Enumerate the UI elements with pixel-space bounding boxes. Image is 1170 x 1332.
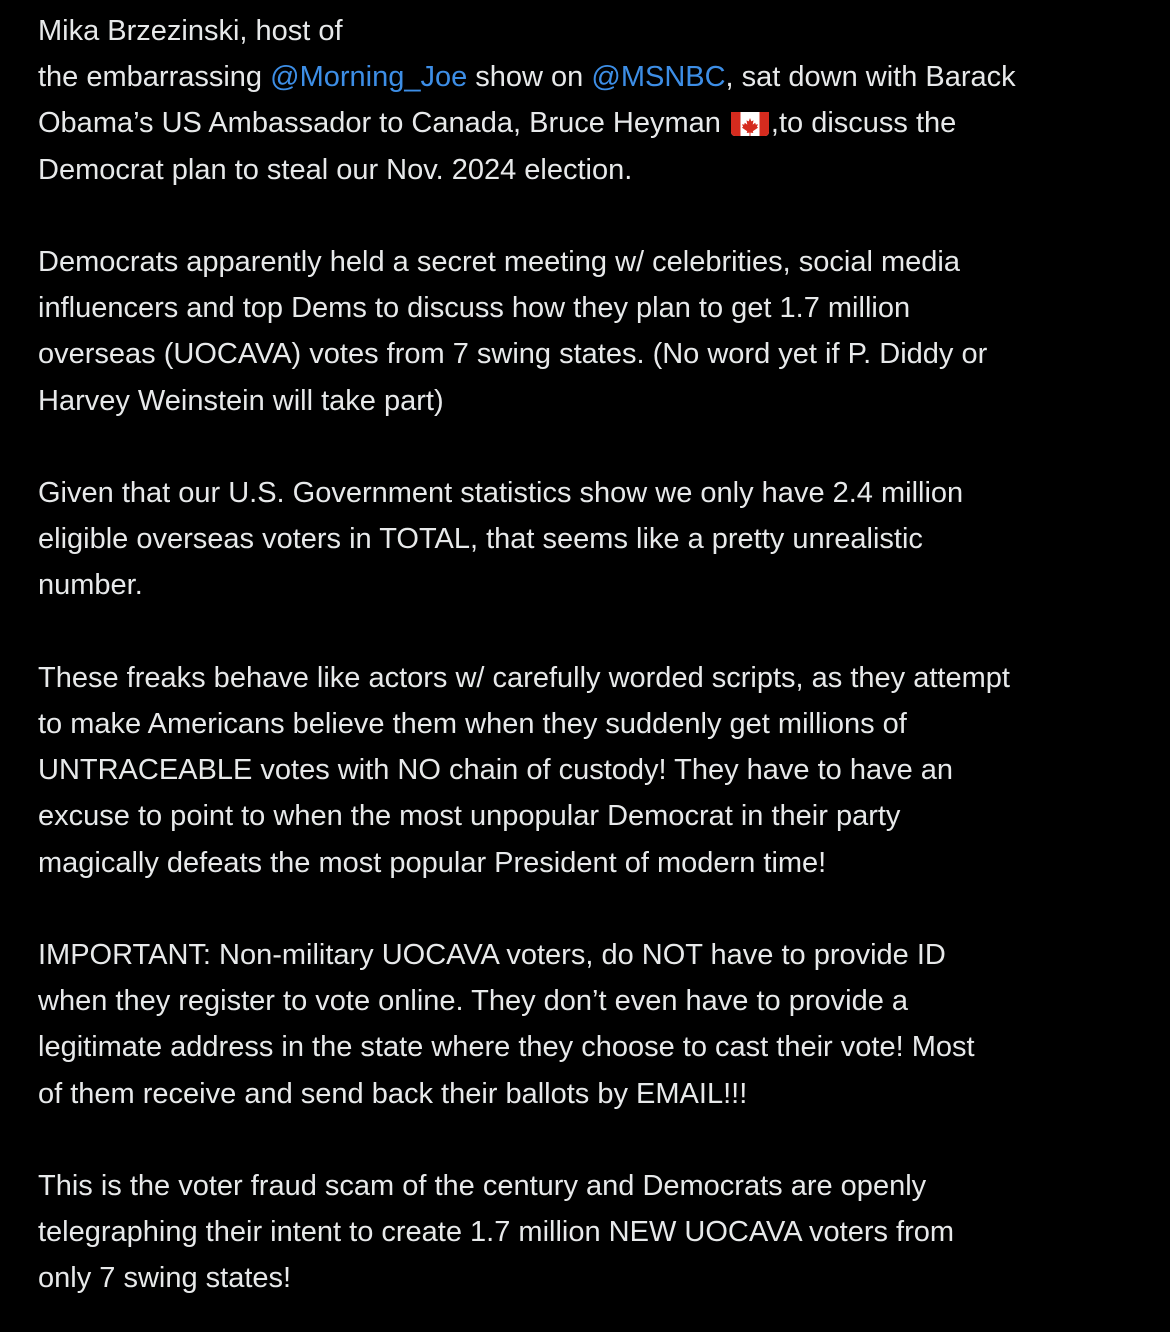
text-line: to make Americans believe them when they suddenly get millions of [38,708,907,740]
text-line: magically defeats the most popular President of modern time! [38,846,827,879]
text-segment: Obama’s US Ambassador to Canada, Bruce Heyman [38,107,721,140]
text-line: telegraphing their intent to create 1.7 million NEW UOCAVA voters from [38,1216,955,1249]
canada-flag-icon [731,108,769,136]
mention-morning-joe-link[interactable]: @Morning_Joe [270,61,468,94]
paragraph-conclusion [38,1163,1138,1302]
text-line: number. [38,569,143,602]
paragraph-important [38,932,1138,1117]
text-segment: ,to discuss the [770,107,957,140]
text-line: Harvey Weinstein will take part) [38,384,444,417]
paragraph-actors [38,655,1138,886]
paragraph-statistics [38,470,1138,609]
text-line: UNTRACEABLE votes with NO chain of custody! They have to have an [38,754,954,787]
text-line: when they register to vote online. They don’t even have to provide a [38,985,909,1018]
text-segment: show on [467,61,592,94]
text-line: Mika Brzezinski, host of [38,15,343,47]
text-line [38,54,1138,100]
mention-msnbc-link[interactable]: @MSNBC [591,61,726,94]
text-line [38,100,1138,146]
text-line: overseas (UOCAVA) votes from 7 swing states. (No word yet if P. Diddy or [38,338,988,371]
text-line: This is the voter fraud scam of the century and Democrats are openly [38,1170,927,1202]
text-line: These freaks behave like actors w/ carefully worded scripts, as they attempt [38,661,1010,694]
text-line: excuse to point to when the most unpopular Democrat in their party [38,800,901,833]
text-line: eligible overseas voters in TOTAL, that seems like a pretty unrealistic [38,523,923,556]
text-line: Democrats apparently held a secret meeting w/ celebrities, social media [38,246,960,278]
text-line: Given that our U.S. Government statistics show we only have 2.4 million [38,477,964,509]
post-body [38,8,1138,1302]
text-line: legitimate address in the state where they choose to cast their vote! Most [38,1031,975,1064]
text-segment: the embarrassing [38,61,271,94]
text-line: only 7 swing states! [38,1262,292,1295]
paragraph-intro [38,8,1138,193]
text-segment: , sat down with Barack [725,61,1016,94]
text-line: of them receive and send back their ballots by EMAIL!!! [38,1077,748,1110]
paragraph-secret-meeting [38,239,1138,424]
text-line: Democrat plan to steal our Nov. 2024 election. [38,153,633,186]
text-line: IMPORTANT: Non-military UOCAVA voters, do NOT have to provide ID [38,939,946,971]
text-line: influencers and top Dems to discuss how they plan to get 1.7 million [38,292,911,325]
